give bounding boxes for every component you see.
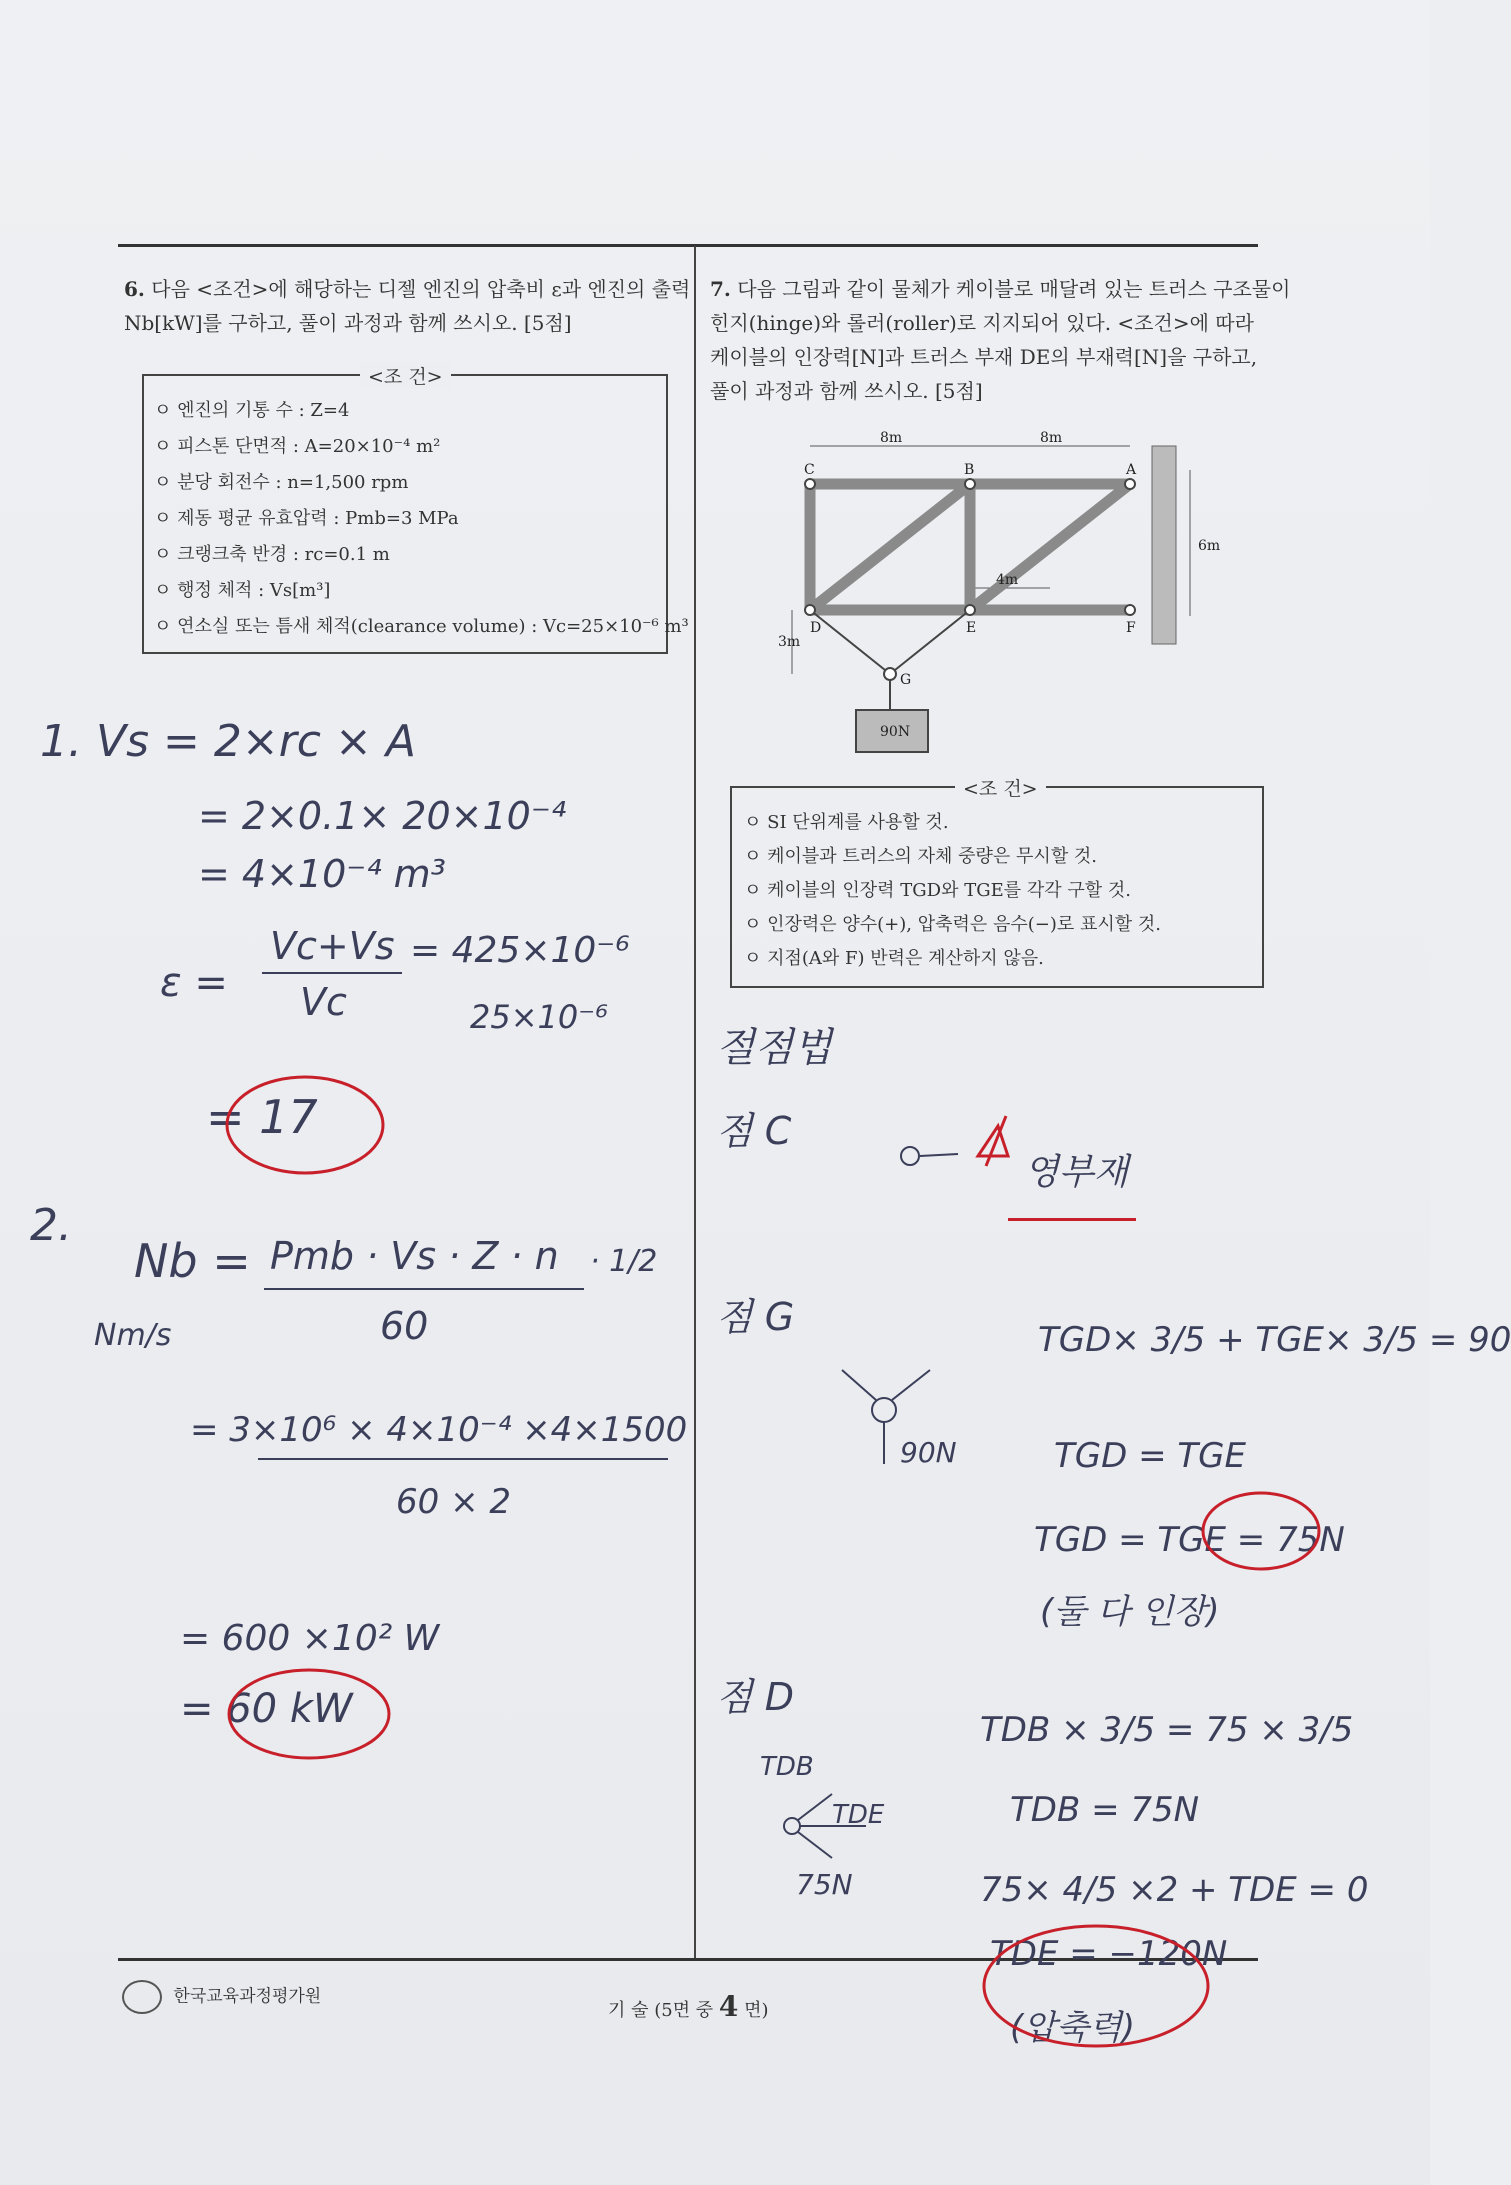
q6-cond-item: ㅇ 엔진의 기통 수 : Z=4 bbox=[154, 400, 350, 421]
q7-cond-title: <조 건> bbox=[955, 774, 1046, 801]
hw-75n-label: 75N bbox=[796, 1868, 853, 1901]
truss-figure bbox=[778, 420, 1221, 760]
q6-cond-item: ㅇ 분당 회전수 : n=1,500 rpm bbox=[154, 472, 409, 493]
node-c: C bbox=[804, 462, 815, 478]
q6-cond-item: ㅇ 제동 평균 유효압력 : Pmb=3 MPa bbox=[154, 508, 459, 529]
q6-cond-item: ㅇ 행정 체적 : Vs[m³] bbox=[154, 580, 331, 601]
hw-d-eq1: TDB × 3/5 = 75 × 3/5 bbox=[980, 1710, 1354, 1750]
cable-ge bbox=[890, 610, 970, 674]
node-e: E bbox=[966, 620, 977, 636]
hw-g-equal: TGD = TGE bbox=[1054, 1436, 1246, 1476]
q6-number: 6. bbox=[124, 277, 145, 301]
q7-prompt bbox=[710, 272, 1290, 408]
load-label: 90N bbox=[880, 724, 911, 740]
hw-vs-result: = 4×10⁻⁴ m³ bbox=[198, 852, 446, 896]
hw-zero-member: 영부재 bbox=[1024, 1152, 1129, 1193]
q6-cond-item: ㅇ 피스톤 단면적 : A=20×10⁻⁴ m² bbox=[154, 436, 441, 457]
dim-top-left: 8m bbox=[880, 430, 903, 446]
hw-units: Nm/s bbox=[94, 1318, 172, 1353]
q7-line4: 풀이 과정과 함께 쓰시오. [5점] bbox=[710, 379, 983, 403]
dim-left: 3m bbox=[778, 634, 801, 650]
node-b: B bbox=[964, 462, 975, 478]
red-circle-eps bbox=[220, 1070, 390, 1180]
hw-joint-d: 점 D bbox=[716, 1675, 795, 1719]
q7-number: 7. bbox=[710, 277, 731, 301]
hw-eps-num: Vc+Vs bbox=[270, 924, 395, 968]
hw-nb-w: = 600 ×10² W bbox=[180, 1618, 440, 1659]
hw-eps-den: Vc bbox=[300, 980, 347, 1024]
hw-vs-sub: = 2×0.1× 20×10⁻⁴ bbox=[198, 794, 567, 838]
hw-frac-line bbox=[262, 972, 402, 974]
q7-cond-item: ㅇ 케이블과 트러스의 자체 중량은 무시할 것. bbox=[744, 846, 1098, 867]
hw-nb-frac bbox=[264, 1288, 584, 1290]
wall-support bbox=[1152, 446, 1176, 644]
q6-prompt bbox=[124, 272, 690, 340]
q7-cond-item: ㅇ 인장력은 양수(+), 압축력은 음수(−)로 표시할 것. bbox=[744, 914, 1162, 935]
hw-nb-sub: = 3×10⁶ × 4×10⁻⁴ ×4×1500 bbox=[190, 1410, 688, 1450]
hw-joint-g: 점 G bbox=[716, 1295, 795, 1339]
hw-g-answer: TGD = TGE = 75N bbox=[1034, 1520, 1345, 1560]
hw-nb-den2: 60 × 2 bbox=[396, 1482, 511, 1522]
node-g: G bbox=[900, 672, 912, 688]
hw-vs-def: 1. Vs = 2×rc × A bbox=[40, 716, 416, 767]
red-circle-nb bbox=[224, 1664, 394, 1764]
q6-cond-item: ㅇ 크랭크축 반경 : rc=0.1 m bbox=[154, 544, 390, 565]
hw-g-note: (둘 다 인장) bbox=[1040, 1592, 1220, 1632]
red-circle-tde bbox=[976, 1916, 1216, 2056]
hw-nb-den: 60 bbox=[380, 1304, 429, 1348]
hw-g-eq: TGD× 3/5 + TGE× 3/5 = 90 bbox=[1038, 1320, 1511, 1360]
hw-d-answer: TDE = −120N bbox=[990, 1934, 1228, 1974]
hw-nb: Nb = bbox=[134, 1234, 251, 1288]
q7-cond-item: ㅇ 지점(A와 F) 반력은 계산하지 않음. bbox=[744, 948, 1044, 969]
hw-eps-num2: = 425×10⁻⁶ bbox=[410, 930, 630, 971]
hw-nb-answer: = 60 kW bbox=[180, 1686, 353, 1732]
q7-line2: 힌지(hinge)와 롤러(roller)로 지지되어 있다. <조건>에 따라 bbox=[710, 311, 1254, 335]
joint-c-sketch bbox=[890, 1096, 1030, 1176]
footer-page-suffix: 면) bbox=[738, 2000, 769, 2021]
org-name: 한국교육과정평가원 bbox=[173, 1986, 322, 2007]
dim-mid: 4m bbox=[996, 572, 1019, 588]
node-f: F bbox=[1126, 620, 1136, 636]
dim-top-right: 8m bbox=[1040, 430, 1063, 446]
q6-cond-title: <조 건> bbox=[360, 362, 451, 389]
hw-nb-frac2 bbox=[258, 1458, 668, 1460]
q7-cond-item: ㅇ SI 단위계를 사용할 것. bbox=[744, 812, 949, 833]
node-d: D bbox=[810, 620, 822, 636]
hw-eps-answer: = 17 bbox=[206, 1090, 318, 1144]
org-logo-icon bbox=[122, 1980, 162, 2014]
truss-members bbox=[810, 484, 1130, 610]
q7-cond-item: ㅇ 케이블의 인장력 TGD와 TGE를 각각 구할 것. bbox=[744, 880, 1131, 901]
hw-d-eq2: TDB = 75N bbox=[1010, 1790, 1200, 1830]
node-a: A bbox=[1126, 462, 1137, 478]
q7-line1: 다음 그림과 같이 물체가 케이블로 매달려 있는 트러스 구조물이 bbox=[737, 277, 1291, 301]
hw-part2: 2. bbox=[30, 1200, 72, 1251]
column-divider bbox=[694, 246, 696, 1958]
q6-line2: Nb[kW]를 구하고, 풀이 과정과 함께 쓰시오. [5점] bbox=[124, 311, 572, 335]
hw-nb-num: Pmb · Vs · Z · n bbox=[270, 1234, 559, 1278]
footer-page bbox=[608, 1990, 769, 2023]
hw-d-note: (압축력) bbox=[1010, 2008, 1136, 2048]
hw-eps: ε = bbox=[160, 960, 228, 1006]
hw-tde-label: TDE bbox=[832, 1800, 885, 1830]
top-rule bbox=[118, 244, 1258, 247]
footer-org bbox=[122, 1980, 321, 2014]
red-circle-tension bbox=[1196, 1486, 1326, 1576]
footer-page-num: 4 bbox=[718, 1990, 739, 2023]
q7-line3: 케이블의 인장력[N]과 트러스 부재 DE의 부재력[N]을 구하고, bbox=[710, 345, 1258, 369]
hw-d-eq3: 75× 4/5 ×2 + TDE = 0 bbox=[980, 1870, 1369, 1910]
hw-nb-half: · 1/2 bbox=[590, 1244, 658, 1279]
dim-right: 6m bbox=[1198, 538, 1221, 554]
hw-eps-den2: 25×10⁻⁶ bbox=[470, 998, 608, 1036]
q6-line1: 다음 <조건>에 해당하는 디젤 엔진의 압축비 ε과 엔진의 출력 bbox=[151, 277, 691, 301]
hw-method: 절점법 bbox=[716, 1025, 832, 1071]
hw-tdb-label: TDB bbox=[760, 1752, 814, 1782]
q6-cond-item: ㅇ 연소실 또는 틈새 체적(clearance volume) : Vc=25×10⁻⁶ m³ bbox=[154, 616, 689, 637]
red-underline bbox=[1008, 1218, 1136, 1221]
cable-gd bbox=[810, 610, 890, 674]
hw-joint-c: 점 C bbox=[716, 1109, 792, 1153]
footer-page-prefix: 기 술 (5면 중 bbox=[608, 2000, 719, 2021]
hw-load-g: 90N bbox=[900, 1436, 957, 1469]
